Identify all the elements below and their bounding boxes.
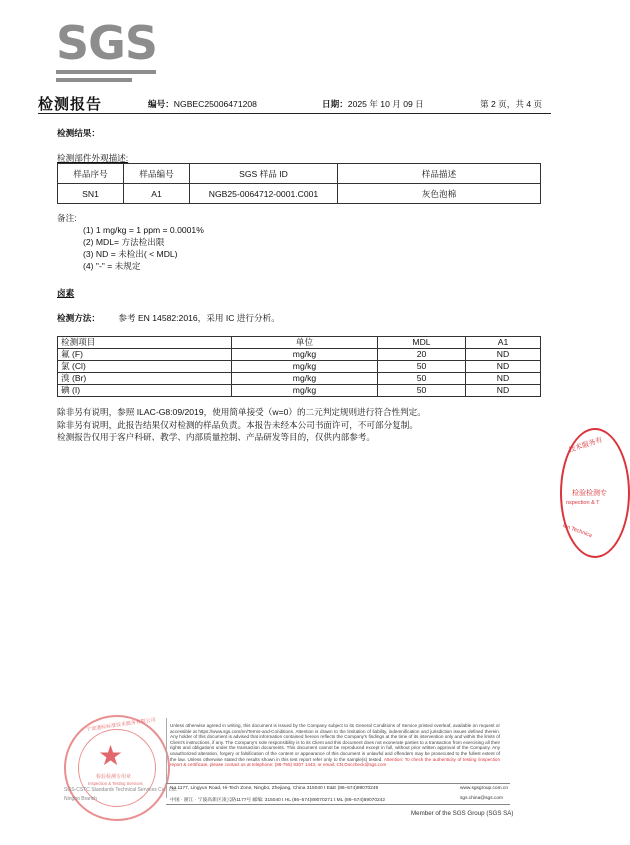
test-method xyxy=(57,312,280,324)
table-cell: ND xyxy=(466,385,541,397)
seal-text: ion Technica xyxy=(561,522,593,540)
report-date-value: 2025 年 10 月 09 日 xyxy=(347,99,424,109)
report-number-label: 编号： xyxy=(148,99,174,109)
seal-center-text: Inspection & Testing Services xyxy=(88,781,143,786)
logo-bar xyxy=(56,78,132,82)
header-divider xyxy=(38,113,551,114)
table-cell: 氯 (Cl) xyxy=(58,361,232,373)
column-header: SGS 样品 ID xyxy=(190,164,338,184)
note-item: (2) MDL= 方法检出限 xyxy=(83,237,165,247)
side-seal-stamp xyxy=(560,428,630,558)
table-cell: mg/kg xyxy=(232,361,378,373)
table-cell: 50 xyxy=(378,361,466,373)
report-number xyxy=(148,98,257,110)
table-header-row xyxy=(58,337,541,349)
column-header: 单位 xyxy=(232,337,378,349)
page-number: 第 2 页，共 4 页 xyxy=(480,99,543,109)
table-header-row xyxy=(58,164,541,184)
star-icon: ★ xyxy=(98,740,124,771)
table-row xyxy=(58,385,541,397)
seal-text: 技术服务有 xyxy=(567,436,604,455)
remarks xyxy=(57,406,426,444)
column-header: 检测项目 xyxy=(58,337,232,349)
column-header: A1 xyxy=(466,337,541,349)
logo-bar xyxy=(56,70,156,74)
footer-rule xyxy=(166,783,510,784)
table-row xyxy=(58,349,541,361)
table-row xyxy=(58,361,541,373)
notes xyxy=(57,212,204,272)
test-method-label: 检测方法： xyxy=(57,313,100,323)
table-cell: ND xyxy=(466,373,541,385)
seal-text: nspection & T xyxy=(566,500,600,506)
report-date-label: 日期： xyxy=(322,99,348,109)
table-cell: ND xyxy=(466,361,541,373)
seal-ring-text: 宁波通标标准技术服务有限公司 xyxy=(85,717,157,733)
seal-center-text: 检验检测专用章 xyxy=(96,774,132,780)
table-cell: mg/kg xyxy=(232,373,378,385)
halogen-heading: 卤素 xyxy=(57,288,75,298)
company-seal-stamp xyxy=(64,715,170,821)
legal-disclaimer xyxy=(170,723,500,768)
report-number-value: NGBEC25006471208 xyxy=(173,99,257,109)
table-cell: 碘 (I) xyxy=(58,385,232,397)
table-cell: mg/kg xyxy=(232,349,378,361)
footer-branch: Ningbo Branch xyxy=(64,796,98,802)
column-header: MDL xyxy=(378,337,466,349)
sgs-logo xyxy=(56,14,156,86)
table-cell: 20 xyxy=(378,349,466,361)
note-item: (3) ND = 未检出( < MDL) xyxy=(83,249,178,259)
report-title: 检测报告 xyxy=(38,96,103,113)
note-item: (1) 1 mg/kg = 1 ppm = 0.0001% xyxy=(83,225,204,235)
report-date xyxy=(322,98,424,110)
table-cell: SN1 xyxy=(58,184,124,204)
seal-text: 检验检测专 xyxy=(572,490,607,497)
table-cell: A1 xyxy=(124,184,190,204)
remark-line: 检测报告仅用于客户科研、教学、内部质量控制、产品研发等目的，仅供内部参考。 xyxy=(57,432,375,442)
email-link[interactable]: sgs.china@sgs.com xyxy=(460,796,503,801)
column-header: 样品描述 xyxy=(338,164,541,184)
column-header: 样品序号 xyxy=(58,164,124,184)
footer-company-en: SGS-CSTC Standards Technical Services Co., Ltd. xyxy=(64,787,178,793)
note-item: (4) "-" = 未规定 xyxy=(83,261,141,271)
disclaimer-text: Unless otherwise agreed in writing, this document is issued by the Company subject to its General Conditions of Service printed overleaf, available on request or accessible at https://www.sgs.com/en/Terms-and-Conditions. Attention is drawn to the limitation of liability, indemnification and jurisdiction issues defined therein. Any holder of this document is advised that information contained hereon reflects the Company's findings at the time of its intervention only and within the limits of Client's instructions, if any. The Company's sole responsibility is to its Client and this document does not exonerate parties to a transaction from exercising all their rights and obligations under the transaction documents. This document cannot be reproduced except in full, without prior written approval of the Company. Any unauthorized alteration, forgery or falsification of the content or appearance of this document is unlawful and offenders may be prosecuted to the fullest extent of the law. Unless otherwise stated the results shown in this test report refer only to the sample(s) tested. xyxy=(170,723,500,762)
results-heading: 检测结果： xyxy=(57,128,100,138)
remark-line: 除非另有说明，参照 ILAC-G8:09/2019，使用简单接受（w=0）的二元判定规则进行符合性判定。 xyxy=(57,407,426,417)
table-cell: NGB25-0064712-0001.C001 xyxy=(190,184,338,204)
address-chinese: 中国 · 浙江 · 宁波高新区凌云路1177号 邮编: 315040 t HL (86–574)89070271 t ML (86–574)89070242 xyxy=(170,798,385,803)
sample-table xyxy=(57,163,541,204)
table-row xyxy=(58,373,541,385)
authenticity-notice: Attention: To check the authenticity of testing /inspection report & certificate, please contact us at telephone: (86-755) 8307 1443, or email: CN.Doccheck@sgs.com xyxy=(170,756,501,768)
table-cell: 50 xyxy=(378,373,466,385)
footer-divider xyxy=(166,718,167,798)
table-row xyxy=(58,184,541,204)
table-cell: 氟 (F) xyxy=(58,349,232,361)
table-cell: 50 xyxy=(378,385,466,397)
results-table xyxy=(57,336,541,397)
table-cell: ND xyxy=(466,349,541,361)
website-link[interactable]: www.sgsgroup.com.cn xyxy=(460,786,508,791)
table-cell: 灰色泡棉 xyxy=(338,184,541,204)
footer-rule xyxy=(166,804,510,805)
member-statement: Member of the SGS Group (SGS SA) xyxy=(411,810,514,817)
sgs-logo-text: SGS xyxy=(56,16,158,70)
remark-line: 除非另有说明，此报告结果仅对检测的样品负责。本报告未经本公司书面许可，不可部分复制。 xyxy=(57,419,418,430)
address-english: No.1177, Lingyun Road, Hi-Tech Zone, Ningbo, Zhejiang, China 315040 t E&E (86–574)89070249 xyxy=(170,786,379,791)
notes-title: 备注: xyxy=(57,213,77,223)
table-cell: 溴 (Br) xyxy=(58,373,232,385)
table-cell: mg/kg xyxy=(232,385,378,397)
parts-heading: 检测部件外观描述: xyxy=(57,153,129,163)
test-method-text: 参考 EN 14582:2016，采用 IC 进行分析。 xyxy=(118,313,280,323)
column-header: 样品编号 xyxy=(124,164,190,184)
